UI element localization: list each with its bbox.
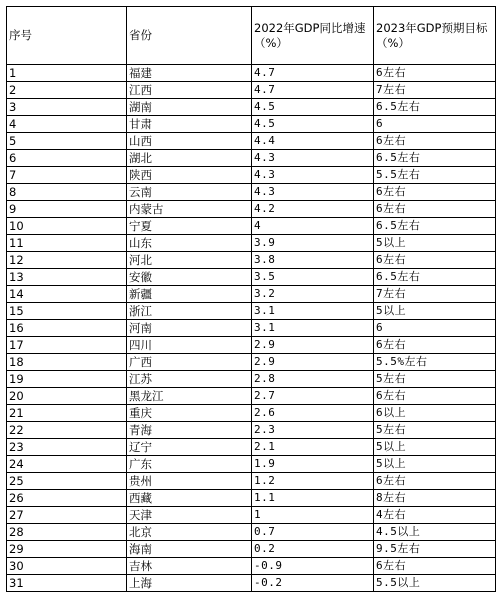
table-row xyxy=(7,286,496,303)
cell-index: 6 xyxy=(7,150,127,167)
header-growth-2022-unit: （%） xyxy=(254,35,288,50)
cell-province: 安徽 xyxy=(127,269,252,286)
cell-growth-2022: 4.4 xyxy=(252,133,374,150)
cell-growth-2022: -0.2 xyxy=(252,575,374,592)
cell-target-2023: 6.5左右 xyxy=(374,269,496,286)
cell-growth-2022: 3.8 xyxy=(252,252,374,269)
cell-growth-2022: 4.3 xyxy=(252,167,374,184)
cell-target-2023: 6左右 xyxy=(374,65,496,82)
table-row xyxy=(7,337,496,354)
cell-target-2023: 5.5左右 xyxy=(374,167,496,184)
table-row xyxy=(7,303,496,320)
table-row xyxy=(7,507,496,524)
table-row xyxy=(7,99,496,116)
cell-province: 陕西 xyxy=(127,167,252,184)
cell-target-2023: 5以上 xyxy=(374,303,496,320)
cell-target-2023: 7左右 xyxy=(374,82,496,99)
table-row xyxy=(7,235,496,252)
header-row xyxy=(7,7,496,65)
table-row xyxy=(7,150,496,167)
cell-index: 21 xyxy=(7,405,127,422)
cell-growth-2022: 0.2 xyxy=(252,541,374,558)
cell-index: 7 xyxy=(7,167,127,184)
cell-target-2023: 6.5左右 xyxy=(374,99,496,116)
cell-target-2023: 6左右 xyxy=(374,201,496,218)
cell-target-2023: 5.5以上 xyxy=(374,575,496,592)
gdp-table-body xyxy=(7,7,496,592)
cell-growth-2022: 2.8 xyxy=(252,371,374,388)
cell-index: 17 xyxy=(7,337,127,354)
cell-growth-2022: 1.9 xyxy=(252,456,374,473)
header-target-2023-label: 2023年GDP预期目标 xyxy=(376,20,488,35)
table-row xyxy=(7,524,496,541)
table-row xyxy=(7,320,496,337)
cell-province: 江西 xyxy=(127,82,252,99)
cell-target-2023: 6左右 xyxy=(374,337,496,354)
cell-target-2023: 6.5左右 xyxy=(374,218,496,235)
table-row xyxy=(7,558,496,575)
cell-index: 2 xyxy=(7,82,127,99)
cell-province: 广东 xyxy=(127,456,252,473)
cell-target-2023: 6左右 xyxy=(374,473,496,490)
table-row xyxy=(7,490,496,507)
cell-target-2023: 9.5左右 xyxy=(374,541,496,558)
cell-growth-2022: 2.9 xyxy=(252,337,374,354)
cell-target-2023: 6左右 xyxy=(374,133,496,150)
cell-index: 30 xyxy=(7,558,127,575)
table-row xyxy=(7,541,496,558)
cell-province: 重庆 xyxy=(127,405,252,422)
cell-province: 河北 xyxy=(127,252,252,269)
cell-index: 27 xyxy=(7,507,127,524)
cell-index: 25 xyxy=(7,473,127,490)
cell-index: 31 xyxy=(7,575,127,592)
cell-index: 1 xyxy=(7,65,127,82)
cell-growth-2022: 4.7 xyxy=(252,82,374,99)
cell-growth-2022: 2.1 xyxy=(252,439,374,456)
cell-index: 26 xyxy=(7,490,127,507)
cell-province: 福建 xyxy=(127,65,252,82)
table-row xyxy=(7,184,496,201)
cell-index: 10 xyxy=(7,218,127,235)
cell-index: 19 xyxy=(7,371,127,388)
table-row xyxy=(7,473,496,490)
cell-province: 宁夏 xyxy=(127,218,252,235)
cell-province: 江苏 xyxy=(127,371,252,388)
header-index: 序号 xyxy=(7,7,127,65)
cell-target-2023: 7左右 xyxy=(374,286,496,303)
cell-province: 青海 xyxy=(127,422,252,439)
cell-growth-2022: 4.5 xyxy=(252,99,374,116)
header-target-2023-unit: （%） xyxy=(376,35,410,50)
cell-index: 11 xyxy=(7,235,127,252)
table-row xyxy=(7,133,496,150)
cell-growth-2022: 4 xyxy=(252,218,374,235)
cell-index: 3 xyxy=(7,99,127,116)
cell-province: 湖南 xyxy=(127,99,252,116)
cell-growth-2022: 0.7 xyxy=(252,524,374,541)
cell-growth-2022: 2.6 xyxy=(252,405,374,422)
cell-province: 湖北 xyxy=(127,150,252,167)
cell-growth-2022: 4.5 xyxy=(252,116,374,133)
header-province: 省份 xyxy=(127,7,252,65)
cell-growth-2022: 1.1 xyxy=(252,490,374,507)
cell-growth-2022: 3.5 xyxy=(252,269,374,286)
cell-province: 辽宁 xyxy=(127,439,252,456)
cell-province: 浙江 xyxy=(127,303,252,320)
cell-province: 黑龙江 xyxy=(127,388,252,405)
cell-target-2023: 5以上 xyxy=(374,439,496,456)
cell-target-2023: 6 xyxy=(374,116,496,133)
cell-growth-2022: 4.3 xyxy=(252,150,374,167)
cell-province: 河南 xyxy=(127,320,252,337)
table-row xyxy=(7,218,496,235)
table-row xyxy=(7,575,496,592)
table-row xyxy=(7,167,496,184)
cell-index: 8 xyxy=(7,184,127,201)
cell-target-2023: 6 xyxy=(374,320,496,337)
cell-index: 22 xyxy=(7,422,127,439)
table-row xyxy=(7,354,496,371)
cell-growth-2022: 1.2 xyxy=(252,473,374,490)
cell-province: 四川 xyxy=(127,337,252,354)
cell-index: 28 xyxy=(7,524,127,541)
cell-province: 新疆 xyxy=(127,286,252,303)
table-row xyxy=(7,252,496,269)
cell-province: 海南 xyxy=(127,541,252,558)
cell-target-2023: 8左右 xyxy=(374,490,496,507)
cell-target-2023: 5以上 xyxy=(374,456,496,473)
cell-target-2023: 6以上 xyxy=(374,405,496,422)
table-row xyxy=(7,201,496,218)
cell-province: 山西 xyxy=(127,133,252,150)
table-row xyxy=(7,82,496,99)
cell-target-2023: 6.5左右 xyxy=(374,150,496,167)
cell-target-2023: 4.5以上 xyxy=(374,524,496,541)
cell-target-2023: 6左右 xyxy=(374,388,496,405)
cell-province: 西藏 xyxy=(127,490,252,507)
cell-index: 14 xyxy=(7,286,127,303)
cell-province: 上海 xyxy=(127,575,252,592)
cell-target-2023: 6左右 xyxy=(374,184,496,201)
cell-growth-2022: 1 xyxy=(252,507,374,524)
cell-province: 天津 xyxy=(127,507,252,524)
cell-province: 甘肃 xyxy=(127,116,252,133)
cell-growth-2022: 4.7 xyxy=(252,65,374,82)
cell-growth-2022: -0.9 xyxy=(252,558,374,575)
cell-index: 29 xyxy=(7,541,127,558)
header-target-2023 xyxy=(374,7,496,65)
cell-index: 5 xyxy=(7,133,127,150)
cell-index: 18 xyxy=(7,354,127,371)
cell-province: 内蒙古 xyxy=(127,201,252,218)
cell-growth-2022: 3.1 xyxy=(252,320,374,337)
cell-target-2023: 5左右 xyxy=(374,371,496,388)
table-row xyxy=(7,269,496,286)
cell-index: 16 xyxy=(7,320,127,337)
cell-growth-2022: 4.3 xyxy=(252,184,374,201)
cell-province: 广西 xyxy=(127,354,252,371)
cell-target-2023: 6左右 xyxy=(374,252,496,269)
cell-index: 9 xyxy=(7,201,127,218)
cell-index: 24 xyxy=(7,456,127,473)
cell-index: 23 xyxy=(7,439,127,456)
table-row xyxy=(7,388,496,405)
cell-index: 13 xyxy=(7,269,127,286)
cell-province: 云南 xyxy=(127,184,252,201)
cell-growth-2022: 4.2 xyxy=(252,201,374,218)
cell-index: 15 xyxy=(7,303,127,320)
cell-province: 北京 xyxy=(127,524,252,541)
cell-growth-2022: 2.3 xyxy=(252,422,374,439)
cell-index: 20 xyxy=(7,388,127,405)
table-row xyxy=(7,422,496,439)
cell-index: 12 xyxy=(7,252,127,269)
cell-target-2023: 5以上 xyxy=(374,235,496,252)
table-row xyxy=(7,405,496,422)
cell-growth-2022: 2.9 xyxy=(252,354,374,371)
table-row xyxy=(7,371,496,388)
header-growth-2022 xyxy=(252,7,374,65)
cell-index: 4 xyxy=(7,116,127,133)
gdp-table xyxy=(6,6,496,592)
cell-province: 贵州 xyxy=(127,473,252,490)
header-growth-2022-label: 2022年GDP同比增速 xyxy=(254,20,366,35)
cell-growth-2022: 3.2 xyxy=(252,286,374,303)
table-row xyxy=(7,65,496,82)
cell-target-2023: 4左右 xyxy=(374,507,496,524)
cell-province: 山东 xyxy=(127,235,252,252)
table-row xyxy=(7,439,496,456)
cell-province: 吉林 xyxy=(127,558,252,575)
cell-target-2023: 6左右 xyxy=(374,558,496,575)
cell-target-2023: 5.5%左右 xyxy=(374,354,496,371)
table-row xyxy=(7,116,496,133)
cell-target-2023: 5左右 xyxy=(374,422,496,439)
cell-growth-2022: 3.9 xyxy=(252,235,374,252)
cell-growth-2022: 2.7 xyxy=(252,388,374,405)
cell-growth-2022: 3.1 xyxy=(252,303,374,320)
table-row xyxy=(7,456,496,473)
